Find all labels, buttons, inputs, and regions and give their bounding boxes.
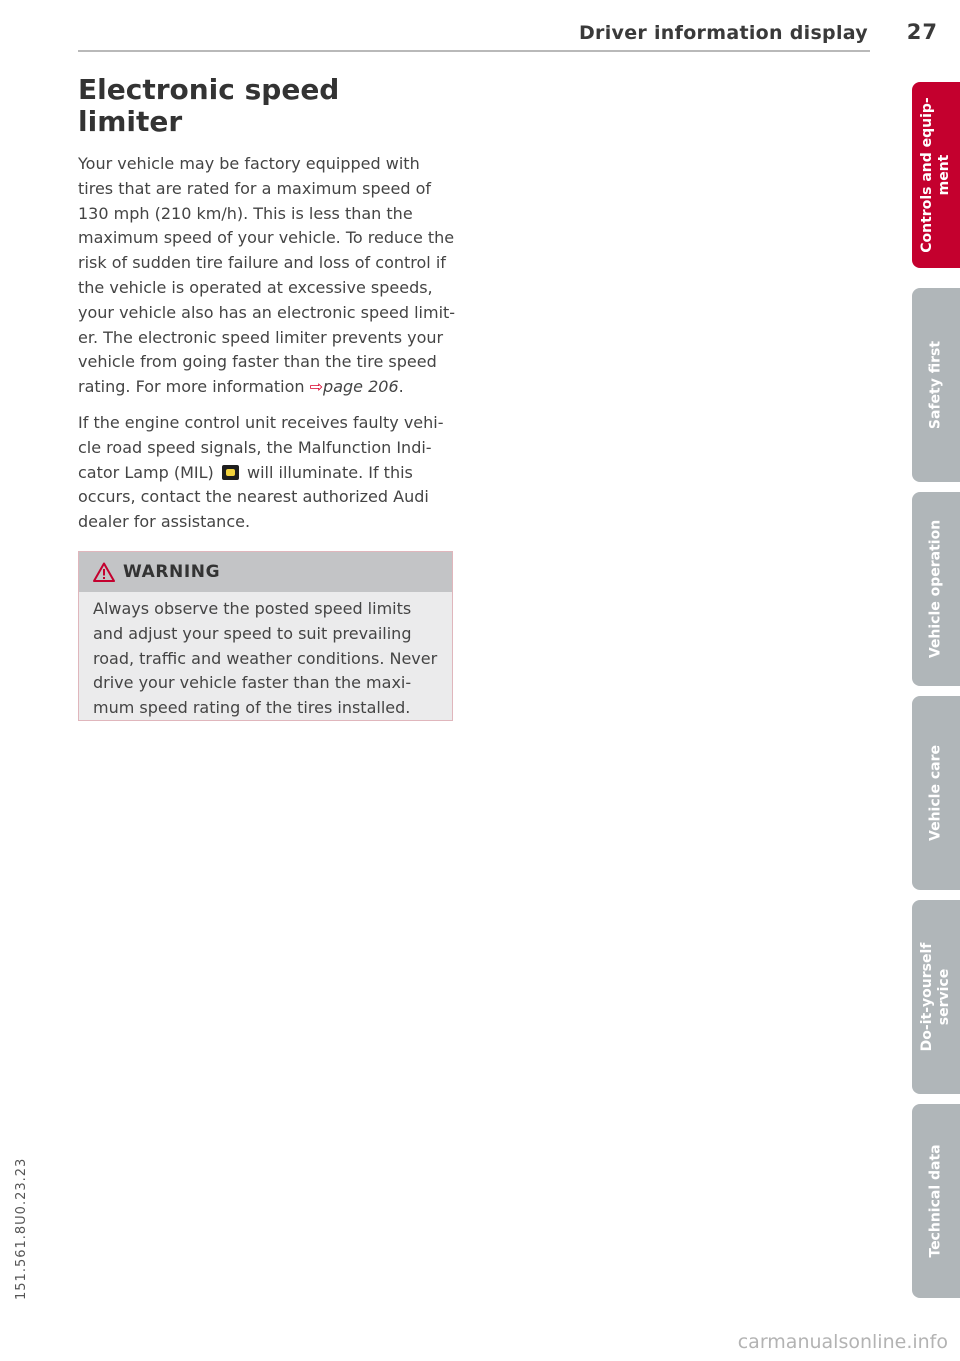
article-body	[78, 152, 458, 535]
engine-warning-icon	[222, 465, 239, 480]
watermark: carmanualsonline.info	[737, 1331, 948, 1353]
warning-text: Always observe the posted speed limits and adjust your speed to suit prevailing road, traffic and weather conditions. Never drive your vehicle faster than the maxi-mum speed rating of the tires installed.	[93, 599, 438, 718]
tab-controls-and-equipment[interactable]	[912, 82, 960, 268]
tab-label: Safety first	[927, 340, 944, 430]
running-header-title: Driver information display	[578, 22, 868, 44]
section-title-line1: Electronic speed	[78, 73, 340, 106]
arrow-right-icon: ⇨	[309, 377, 324, 397]
tab-label: Vehicle care	[927, 745, 944, 841]
tab-label: Do-it-yourself service	[919, 942, 952, 1052]
tab-do-it-yourself-service[interactable]	[912, 900, 960, 1094]
warning-header	[79, 552, 452, 592]
warning-label: WARNING	[123, 562, 221, 582]
paragraph-2-text-after: will illuminate. If this occurs, contact the nearest authorized Audi dealer for assistance.	[78, 462, 429, 532]
section-title	[78, 74, 458, 138]
page-number: 27	[906, 20, 938, 44]
document-code: 151.561.8U0.23.23	[14, 1157, 29, 1300]
paragraph-speed-limiter	[78, 152, 458, 400]
paragraph-1-end: .	[398, 377, 404, 397]
tab-label: Technical data	[927, 1144, 944, 1258]
warning-box	[78, 551, 453, 721]
header-rule	[78, 50, 870, 52]
paragraph-1-text: Your vehicle may be factory equipped with tires that are rated for a maximum speed of 130 mph (210 km/h). This is less than the maximum speed of your vehicle. To reduce the risk of sudden tire failure and loss of control if the vehicle is operated at excessive speeds, your vehicle also has an electronic speed limit-er. The electronic speed limiter prevents your vehicle from going faster than the tire speed rating. For more information	[78, 154, 456, 397]
warning-triangle-icon	[93, 562, 115, 582]
tab-vehicle-operation[interactable]	[912, 492, 960, 686]
page-reference-link[interactable]	[310, 377, 399, 396]
paragraph-2-text-before: If the engine control unit receives faulty vehi-cle road speed signals, the Malfunction Indi-cator Lamp (MIL)	[78, 412, 444, 482]
tab-technical-data[interactable]	[912, 1104, 960, 1298]
tab-label: Vehicle operation	[927, 519, 944, 659]
tab-label: Controls and equip- ment	[919, 97, 952, 253]
section-title-line2: limiter	[78, 105, 183, 138]
paragraph-mil	[78, 411, 458, 535]
tab-vehicle-care[interactable]	[912, 696, 960, 890]
page-reference-text: page 206	[323, 377, 399, 397]
tab-safety-first[interactable]	[912, 288, 960, 482]
